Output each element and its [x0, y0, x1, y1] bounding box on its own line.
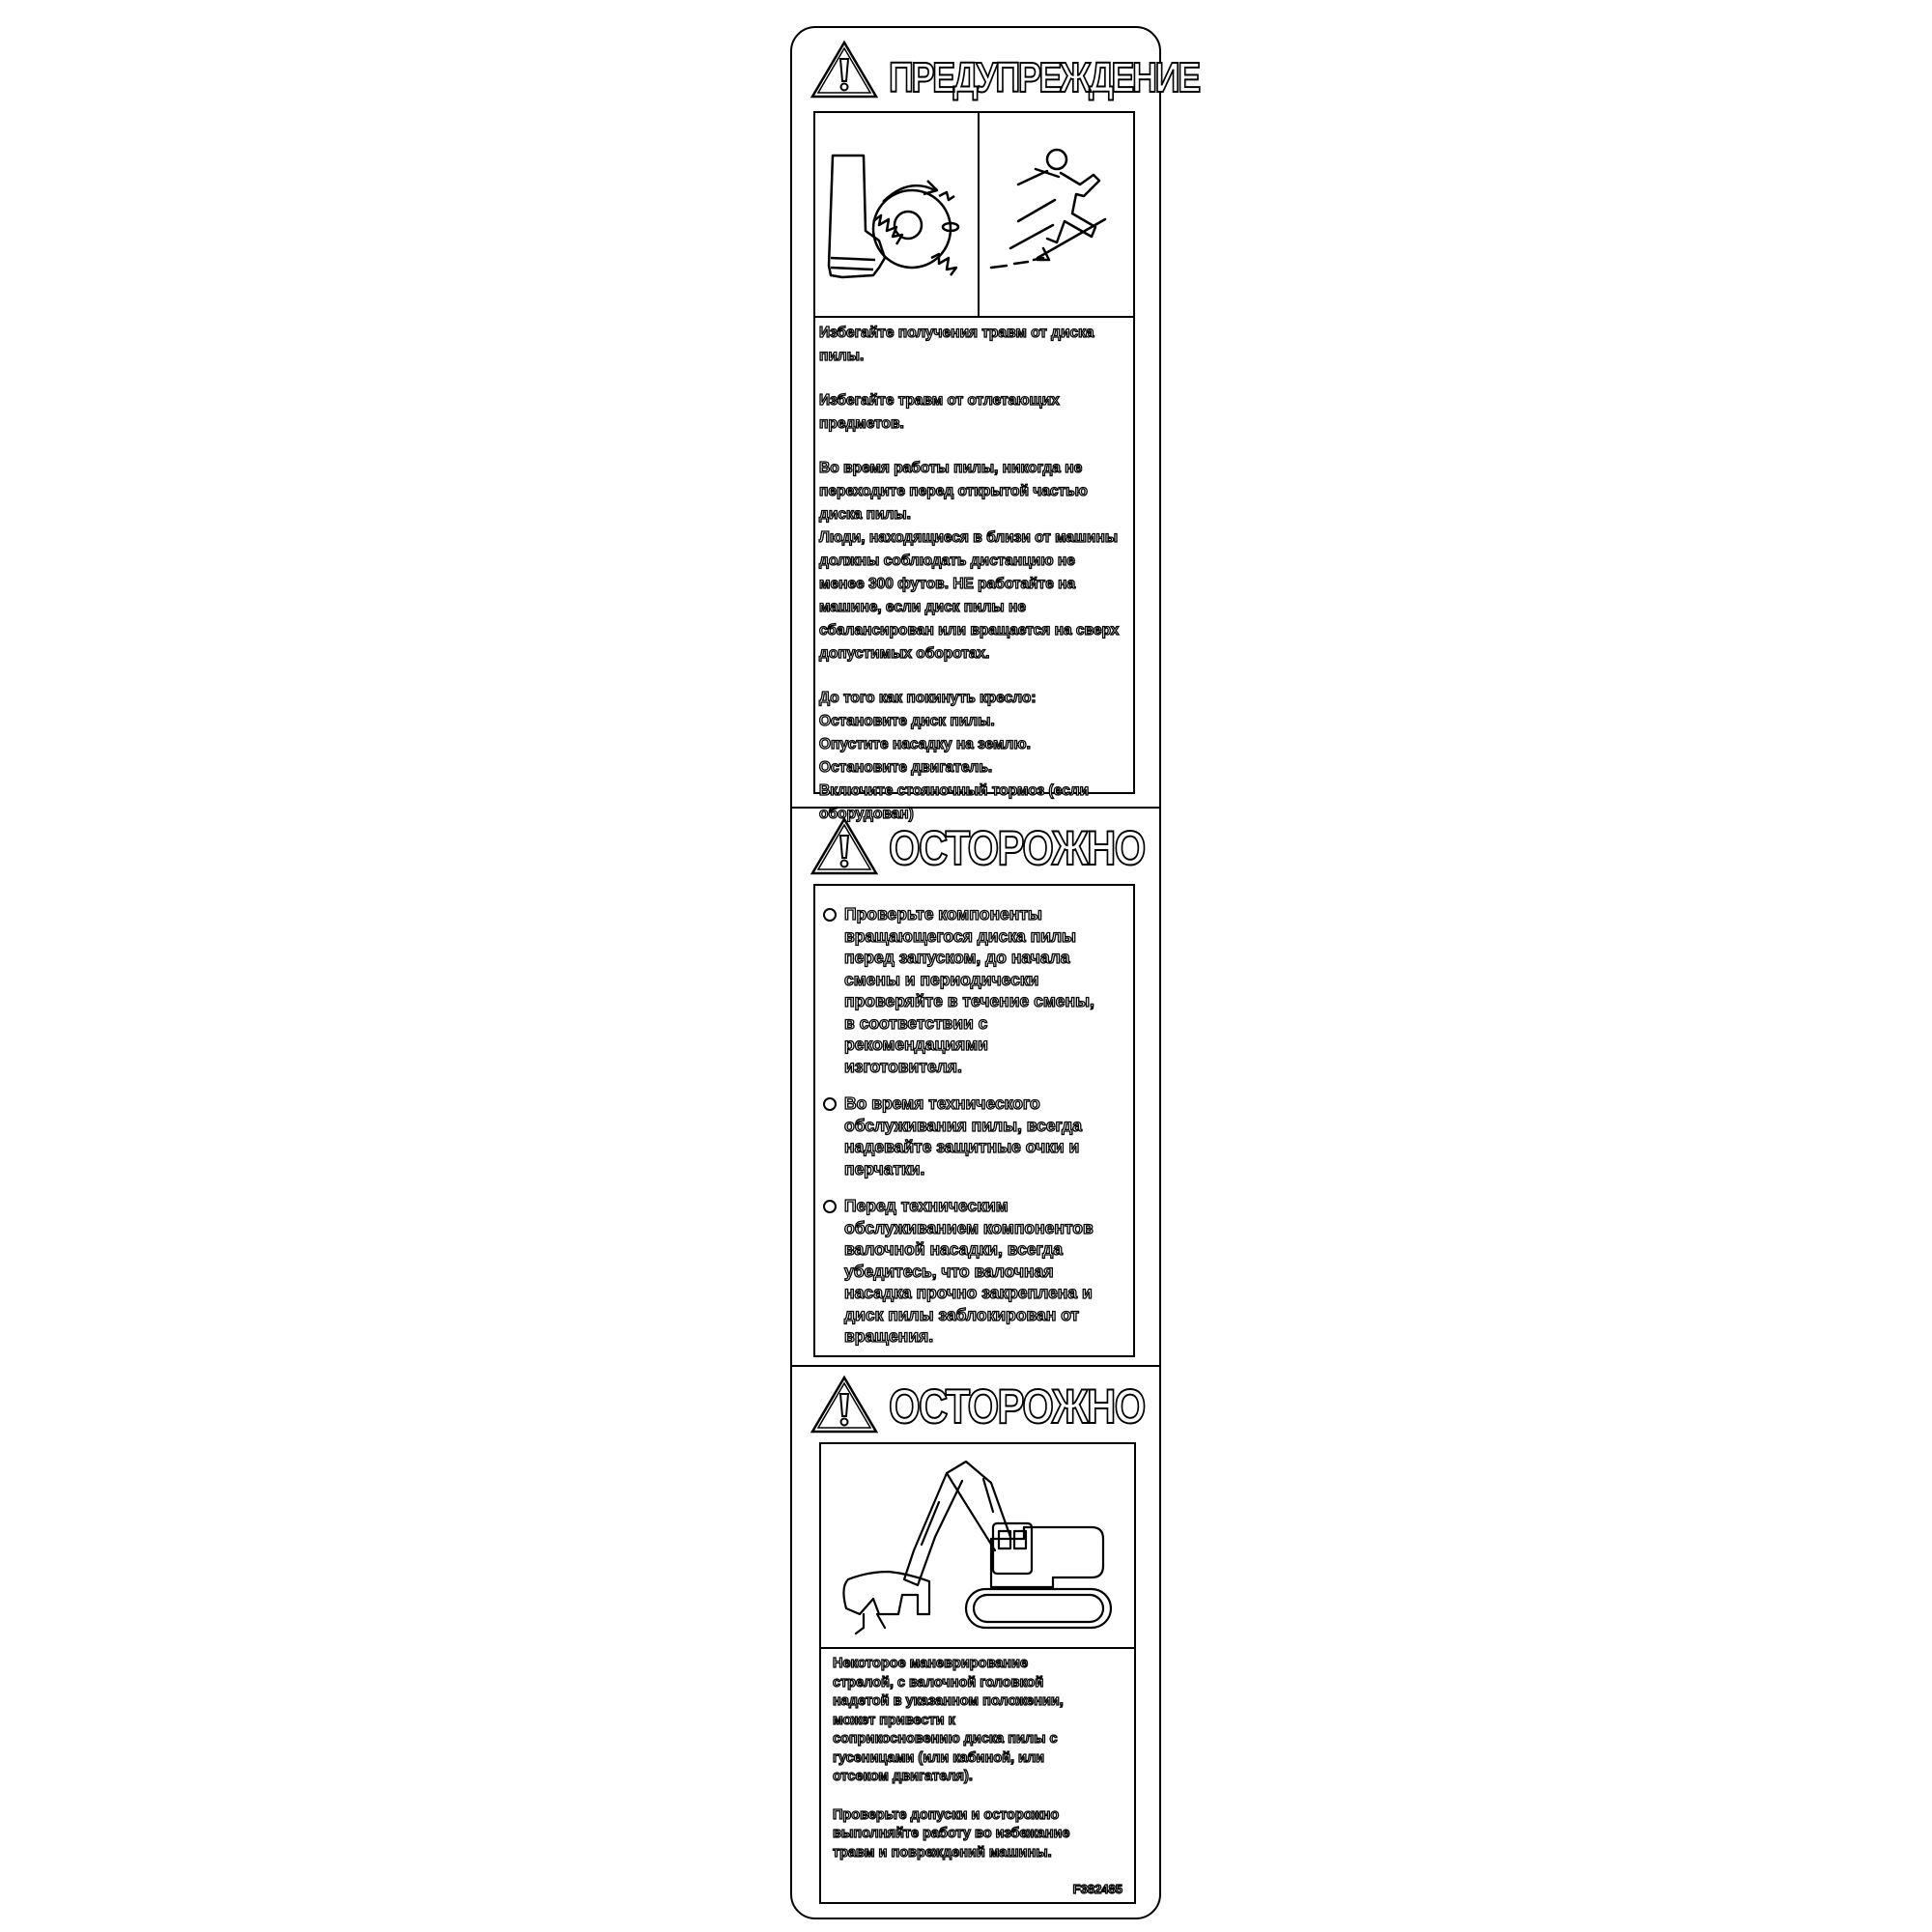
caution-bullet-list — [823, 903, 1127, 1363]
text-line: должны соблюдать дистанцию не — [819, 553, 1075, 569]
caution-panel-2 — [819, 1442, 1136, 1904]
bullet-line: рекомендациями — [844, 1035, 988, 1054]
text-line: Проверьте допуски и осторожно — [833, 1806, 1060, 1823]
paragraph-gap — [819, 368, 1129, 389]
foot-saw-blade-hazard-icon — [815, 113, 978, 316]
bullet-line: вращения. — [844, 1326, 934, 1346]
text-line: Люди, находящиеся в близи от машины — [819, 529, 1119, 546]
flying-objects-hazard-icon — [980, 113, 1134, 316]
text-line: допустимых оборотах. — [819, 645, 990, 662]
paragraph-gap — [819, 666, 1129, 687]
text-line: может привести к — [833, 1712, 955, 1728]
bullet-line: Проверьте компоненты — [844, 904, 1042, 923]
warning-section — [792, 28, 1199, 822]
caution-panel-1 — [813, 884, 1135, 1357]
bullet-line: перед запуском, до начала — [844, 948, 1070, 967]
paragraph-gap — [819, 436, 1129, 457]
text-line: травм и повреждений машины. — [833, 1844, 1052, 1861]
caution-section-2 — [792, 1365, 1159, 1919]
bullet-line: диск пилы заблокирован от — [844, 1304, 1080, 1324]
bullet-line: в соответствии с — [844, 1012, 988, 1033]
safety-decal — [790, 26, 1199, 1919]
text-line: Остановите диск пилы. — [819, 713, 995, 729]
bullet-line: надевайте защитные очки и — [844, 1137, 1080, 1156]
bullet-line: изготовителя. — [844, 1056, 962, 1076]
caution-section-1 — [792, 807, 1159, 1365]
bullet-circle-icon — [823, 1097, 837, 1111]
bullet-line: убедитесь, что валочная — [844, 1261, 1054, 1281]
text-line: Остановите двигатель. — [819, 759, 993, 776]
caution-triangle-icon — [810, 1375, 879, 1435]
bullet-circle-icon — [823, 1200, 837, 1213]
text-line: Опустите насадку на землю. — [819, 736, 1031, 753]
bullet-line: валочной насадки, всегда — [844, 1239, 1064, 1259]
text-line: Избегайте травм от отлетающих предметов. — [819, 392, 1060, 432]
text-line: сбалансирован или вращается на сверх — [819, 622, 1120, 639]
bullet-line: Перед техническим — [844, 1196, 1009, 1215]
caution-text — [833, 1655, 1126, 1862]
caution-title-2: ОСТОРОЖНО — [889, 1379, 1145, 1434]
text-line: машине, если диск пилы не — [819, 599, 1026, 615]
warning-triangle-icon — [810, 40, 879, 99]
text-line: менее 300 футов. НЕ работайте на — [819, 576, 1076, 592]
caution-title-1: ОСТОРОЖНО — [889, 821, 1145, 875]
bullet-item — [823, 1093, 1127, 1179]
feller-buncher-boom-contact-icon — [821, 1444, 1134, 1649]
paragraph-gap — [833, 1787, 1126, 1806]
warning-header — [810, 40, 1199, 103]
text-line: До того как покинуть кресло: — [819, 690, 1037, 706]
warning-panel — [813, 111, 1135, 822]
text-line: диска пилы. — [819, 506, 911, 523]
caution-header-1 — [810, 816, 1146, 880]
text-line: выполняйте работу во избежание — [833, 1826, 1070, 1841]
warning-text — [819, 322, 1129, 826]
part-number: F382485 — [1072, 1882, 1122, 1896]
text-line: Избегайте получения травм от диска пилы. — [819, 325, 1094, 364]
text-line: надетой в указанном положении, — [833, 1693, 1064, 1709]
text-line: Во время работы пилы, никогда не — [819, 460, 1083, 476]
text-line: Включите стояночный тормоз (если — [819, 782, 1090, 799]
warning-title: ПРЕДУПРЕЖДЕНИЕ — [889, 54, 1199, 101]
text-line: гусеницами (или кабиной, или — [833, 1749, 1045, 1766]
bullet-line: обслуживания пилы, всегда — [844, 1115, 1083, 1135]
bullet-line: Во время технического — [844, 1094, 1040, 1113]
bullet-line: смены и периодически — [844, 969, 1039, 989]
bullet-line: насадка прочно закреплена и — [844, 1283, 1093, 1302]
text-line: Некоторое маневрирование — [833, 1656, 1029, 1671]
caution-header-2 — [810, 1375, 1146, 1438]
bullet-line: перчатки. — [844, 1158, 925, 1179]
bullet-item — [823, 1195, 1127, 1348]
bullet-line: вращающегося диска пилы — [844, 925, 1077, 946]
text-line: оборудован) — [819, 806, 914, 822]
text-line: стрелой, с валочной головкой — [833, 1674, 1044, 1690]
text-line: отсеком двигателя). — [833, 1769, 973, 1784]
bullet-line: проверяйте в течение смены, — [844, 991, 1094, 1010]
bullet-circle-icon — [823, 908, 837, 922]
bullet-item — [823, 903, 1127, 1077]
warning-pictograms — [815, 113, 1133, 318]
text-line: соприкосновению диска пилы с — [833, 1731, 1058, 1747]
bullet-line: обслуживанием компонентов — [844, 1217, 1094, 1237]
text-line: переходите перед открытой частью — [819, 483, 1088, 499]
caution-triangle-icon — [810, 816, 879, 876]
